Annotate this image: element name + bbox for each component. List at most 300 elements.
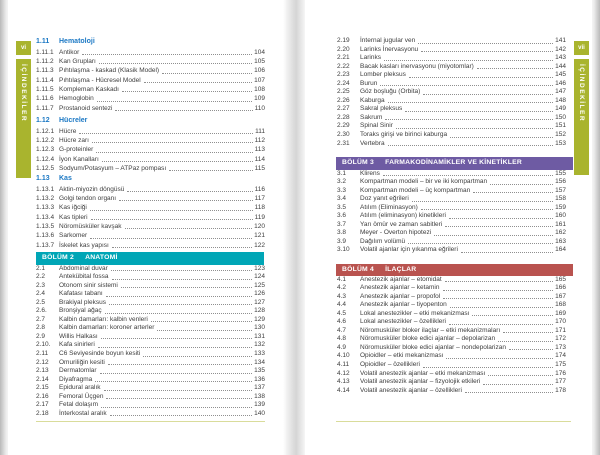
dot-leader <box>472 187 554 196</box>
entry-page-number: 151 <box>555 122 566 130</box>
entry-number: 2.30 <box>337 131 350 139</box>
dot-leader <box>476 63 554 72</box>
entry-number: 1.11.1 <box>36 48 54 56</box>
toc-entry <box>337 204 566 213</box>
entry-page-number: 115 <box>254 165 265 173</box>
entry-title: Klirens <box>360 169 380 177</box>
entry-number: 4.10 <box>337 352 350 360</box>
entry-title: İyon Kanalları <box>59 155 99 163</box>
entry-title: Femoral Üçgen <box>59 392 104 400</box>
entry-title: Lokal anestezikler – etki mekanizması <box>360 309 470 317</box>
dot-leader <box>411 195 554 204</box>
toc-entry <box>36 66 265 75</box>
dot-leader <box>471 310 554 319</box>
toc-entry <box>36 384 265 393</box>
section-id: 1.13 <box>36 175 50 182</box>
entry-page-number: 142 <box>555 45 566 53</box>
entry-page-number: 165 <box>555 275 566 283</box>
entry-title: Otonom sinir sistemi <box>59 281 118 289</box>
entry-title: Nöromusküler bloke edici ajanlar – depolarizan <box>360 335 496 343</box>
dot-leader <box>150 316 253 325</box>
entry-page-number: 157 <box>555 186 566 194</box>
dot-leader <box>156 324 253 333</box>
entry-page-number: 121 <box>254 232 265 240</box>
dot-leader <box>442 293 554 302</box>
dot-leader <box>110 265 253 274</box>
entry-title: Atılım (eliminasyon) kinetikleri <box>360 212 446 220</box>
toc-entry <box>337 327 566 336</box>
dot-leader <box>95 145 253 154</box>
toc-entry <box>337 54 566 63</box>
entry-number: 3.5 <box>337 203 347 211</box>
entry-page-number: 164 <box>555 246 566 254</box>
toc-entry <box>36 316 265 325</box>
dot-leader <box>433 229 554 238</box>
dot-leader <box>103 384 254 393</box>
entry-number: 1.13.4 <box>36 213 55 221</box>
entry-number: 1.13.6 <box>36 232 55 240</box>
dot-leader <box>99 367 254 376</box>
dot-leader <box>104 307 254 316</box>
entry-page-number: 159 <box>555 203 566 211</box>
entry-number: 2.17 <box>36 401 49 409</box>
toc-entry-list <box>337 37 566 148</box>
toc-entry <box>337 221 566 230</box>
entry-number: 2.14 <box>36 375 49 383</box>
dot-leader <box>482 378 554 387</box>
entry-number: 2.20 <box>337 45 350 53</box>
entry-page-number: 143 <box>555 54 566 62</box>
toc-entry <box>36 136 265 145</box>
entry-page-number: 119 <box>254 213 265 221</box>
dot-leader <box>120 282 253 291</box>
toc-entry-list <box>36 127 265 174</box>
entry-number: 4.7 <box>337 326 347 334</box>
dot-leader <box>487 370 554 379</box>
entry-number: 2.25 <box>337 88 350 96</box>
entry-title: Sakrum <box>360 113 383 121</box>
toc-section-header <box>36 37 265 48</box>
entry-number: 3.9 <box>337 237 347 245</box>
dot-leader <box>108 299 253 308</box>
entry-title: İnterkostal aralık <box>59 409 107 417</box>
page-separator-line <box>336 421 571 422</box>
entry-page-number: 162 <box>555 229 566 237</box>
toc-entry <box>337 212 566 221</box>
dot-leader <box>448 318 554 327</box>
entry-number: 2.28 <box>337 113 350 121</box>
dot-leader <box>114 104 253 113</box>
entry-title: Prostanoid sentezi <box>59 104 113 112</box>
entry-title: Hücre zarı <box>59 136 89 144</box>
dot-leader <box>464 387 554 396</box>
entry-number: 2.7 <box>36 315 46 323</box>
section-title: Kas <box>59 175 72 182</box>
toc-entry <box>337 370 566 379</box>
entry-title: Kompartman modeli – bir ve iki kompartman <box>360 178 488 186</box>
toc-entry <box>36 393 265 402</box>
entry-title: Burun <box>360 79 378 87</box>
section-hematoloji <box>36 37 265 113</box>
entry-number: 3.8 <box>337 229 347 237</box>
entry-title: Volatil anestezik ajanlar – fizyolojik etkileri <box>360 378 481 386</box>
entry-number: 2.21 <box>337 54 350 62</box>
entry-title: Volatil anestezik ajanlar – etki mekanizması <box>360 369 486 377</box>
dot-leader <box>489 178 554 187</box>
entry-number: 2.26 <box>337 96 350 104</box>
toc-entry <box>337 276 566 285</box>
page-number-tab: vii <box>574 41 589 55</box>
entry-number: 1.12.3 <box>36 146 55 154</box>
entry-title: Abdominal duvar <box>59 264 108 272</box>
dot-leader <box>508 344 554 353</box>
toc-entry <box>337 122 566 131</box>
section-title: Hücreler <box>59 117 88 124</box>
toc-entry <box>36 265 265 274</box>
chapter-title: ANATOMİ <box>85 254 118 261</box>
toc-entry <box>36 282 265 291</box>
toc-entry <box>36 185 265 194</box>
entry-number: 4.3 <box>337 292 347 300</box>
dot-leader <box>422 361 554 370</box>
toc-entry <box>337 238 566 247</box>
dot-leader <box>94 376 253 385</box>
entry-page-number: 108 <box>254 86 265 94</box>
dot-leader <box>168 164 253 173</box>
entry-page-number: 111 <box>255 127 265 135</box>
dot-leader <box>444 276 554 285</box>
dot-leader <box>97 341 253 350</box>
entry-page-number: 167 <box>555 292 566 300</box>
entry-number: 1.11.2 <box>36 57 54 65</box>
toc-entry <box>36 410 265 419</box>
entry-number: 1.11.5 <box>36 86 54 94</box>
entry-number: 3.1 <box>337 169 347 177</box>
entry-number: 4.4 <box>337 301 347 309</box>
entry-number: 4.2 <box>337 284 347 292</box>
contents-sidebar-tab <box>16 59 31 178</box>
entry-page-number: 105 <box>254 57 265 65</box>
dot-leader <box>422 88 554 97</box>
entry-number: 2.6. <box>36 307 47 315</box>
entry-number: 2.3 <box>36 281 46 289</box>
chapter-id: BÖLÜM 3 <box>342 159 374 166</box>
dot-leader <box>143 76 254 85</box>
entry-number: 3.7 <box>337 220 347 228</box>
entry-title: Spinal Sinir <box>360 122 393 130</box>
toc-entry <box>36 324 265 333</box>
entry-title: Bronşiyal ağaç <box>59 307 102 315</box>
entry-title: Hücre <box>59 127 77 135</box>
page-separator-line <box>36 421 265 422</box>
entry-page-number: 175 <box>555 360 566 368</box>
entry-title: Antikor <box>59 48 80 56</box>
entry-number: 1.12.2 <box>36 136 55 144</box>
entry-page-number: 177 <box>555 378 566 386</box>
entry-page-number: 145 <box>555 71 566 79</box>
entry-page-number: 149 <box>555 105 566 113</box>
dot-leader <box>109 410 253 419</box>
dot-leader <box>383 54 554 63</box>
entry-page-number: 132 <box>254 341 265 349</box>
entry-number: 3.3 <box>337 186 347 194</box>
entry-title: Yarı ömür ve zaman sabitleri <box>360 220 443 228</box>
entry-title: Dermatomlar <box>59 367 97 375</box>
entry-title: İnternal jugular ven <box>360 37 416 44</box>
entry-page-number: 138 <box>254 392 265 400</box>
entry-number: 1.13.7 <box>36 241 55 249</box>
entry-page-number: 120 <box>254 223 265 231</box>
dot-leader <box>142 350 253 359</box>
entry-number: 1.12.1 <box>36 127 55 135</box>
entry-title: Kas iğciği <box>59 204 87 212</box>
entry-number: 1.12.4 <box>36 155 55 163</box>
toc-entry <box>337 246 566 255</box>
dot-leader <box>407 238 554 247</box>
entry-page-number: 171 <box>555 326 566 334</box>
toc-entry <box>337 195 566 204</box>
entry-page-number: 155 <box>555 169 566 177</box>
entry-title: Kompartman modeli – üç kompartman <box>360 186 471 194</box>
entry-number: 3.4 <box>337 195 347 203</box>
entry-page-number: 136 <box>254 375 265 383</box>
toc-entry <box>36 231 265 240</box>
entry-page-number: 110 <box>254 104 265 112</box>
toc-entry <box>337 387 566 396</box>
chapter-id: BÖLÜM 2 <box>42 254 74 261</box>
entry-number: 1.11.4 <box>36 76 54 84</box>
toc-entry <box>337 170 566 179</box>
dot-leader <box>497 335 554 344</box>
entry-number: 1.11.7 <box>36 104 54 112</box>
dot-leader <box>100 333 253 342</box>
entry-page-number: 160 <box>555 212 566 220</box>
entry-page-number: 146 <box>555 79 566 87</box>
toc-entry <box>337 105 566 114</box>
dot-leader <box>161 66 253 75</box>
entry-page-number: 124 <box>254 273 265 281</box>
entry-number: 3.10 <box>337 246 350 254</box>
entry-page-number: 163 <box>555 237 566 245</box>
dot-leader <box>404 105 554 114</box>
entry-number: 3.6 <box>337 212 347 220</box>
entry-page-number: 166 <box>555 284 566 292</box>
entry-page-number: 122 <box>254 241 265 249</box>
toc-section-header <box>36 116 265 127</box>
toc-entry <box>36 48 265 57</box>
entry-page-number: 173 <box>555 343 566 351</box>
section-id: 1.11 <box>36 38 50 45</box>
entry-page-number: 107 <box>254 76 265 84</box>
entry-title: Fetal dolaşım <box>59 401 99 409</box>
entry-title: Hemoglobin <box>59 95 94 103</box>
toc-entry <box>36 350 265 359</box>
entry-number: 1.11.6 <box>36 95 54 103</box>
section-kas <box>36 174 265 250</box>
dot-leader <box>90 213 254 222</box>
entry-number: 2.4 <box>36 290 46 298</box>
entry-title: Opioidler – etki mekanizması <box>360 352 444 360</box>
chapter-header-ilaclar <box>336 264 573 277</box>
toc-entry <box>36 241 265 250</box>
entry-title: Epidural aralık <box>59 384 101 392</box>
toc-entry <box>36 194 265 203</box>
entry-title: Nöromüsküler kavşak <box>59 223 122 231</box>
dot-leader <box>417 37 554 46</box>
toc-entry-list <box>36 185 265 251</box>
toc-entry <box>337 335 566 344</box>
entry-title: C6 Seviyesinde boyun kesiti <box>59 349 141 357</box>
toc-entry <box>337 71 566 80</box>
entry-title: Kas tipleri <box>59 213 88 221</box>
entry-page-number: 131 <box>254 332 265 340</box>
entry-number: 2.31 <box>337 139 350 147</box>
entry-page-number: 152 <box>555 131 566 139</box>
entry-page-number: 156 <box>555 178 566 186</box>
entry-number: 2.18 <box>36 409 49 417</box>
entry-page-number: 130 <box>254 324 265 332</box>
entry-page-number: 147 <box>555 88 566 96</box>
dot-leader <box>96 94 253 103</box>
toc-entry <box>337 352 566 361</box>
entry-title: Sakral pleksus <box>360 105 403 113</box>
toc-entry <box>337 187 566 196</box>
toc-entry <box>337 140 566 149</box>
entry-page-number: 174 <box>555 352 566 360</box>
toc-section-header <box>36 174 265 185</box>
entry-title: Kalbin damarları: koroner arterler <box>59 324 155 332</box>
chapter-header-anatomi <box>36 252 264 265</box>
entry-title: Kaburga <box>360 96 385 104</box>
entry-title: İskelet kas yapısı <box>59 241 109 249</box>
entry-title: Anestezik ajanlar – propofol <box>360 292 441 300</box>
toc-entry <box>337 63 566 72</box>
entry-page-number: 168 <box>555 301 566 309</box>
entry-page-number: 129 <box>254 315 265 323</box>
toc-entry-list <box>337 170 566 255</box>
toc-entry <box>337 178 566 187</box>
toc-entry <box>337 284 566 293</box>
entry-number: 2.22 <box>337 62 350 70</box>
entry-page-number: 178 <box>555 386 566 394</box>
section-title: Hematoloji <box>59 38 95 45</box>
toc-entry <box>36 155 265 164</box>
toc-entry <box>36 85 265 94</box>
gutter-shadow <box>283 0 307 455</box>
entry-title: Diyafragma <box>59 375 93 383</box>
entry-title: Volatil ajanlar için yıkanma eğrileri <box>360 246 458 254</box>
dot-leader <box>81 48 253 57</box>
entry-number: 4.11 <box>337 360 350 368</box>
entry-page-number: 161 <box>555 220 566 228</box>
entry-page-number: 137 <box>254 384 265 392</box>
toc-entry <box>337 301 566 310</box>
entry-title: Larinks <box>360 54 381 62</box>
toc-entry <box>337 114 566 123</box>
entry-title: Opioidler – özellikleri <box>360 360 420 368</box>
dot-leader <box>387 140 555 149</box>
entry-title: Lomber pleksus <box>360 71 406 79</box>
toc-entry <box>36 57 265 66</box>
dot-leader <box>111 273 254 282</box>
entry-title: Meyer - Overton hipotezi <box>360 229 432 237</box>
dot-leader <box>105 290 253 299</box>
toc-entry <box>36 127 265 136</box>
toc-entry <box>36 290 265 299</box>
entry-title: Antekübital fossa <box>59 273 109 281</box>
entry-title: Pıhtılaşma - kaskad (Klasik Model) <box>59 67 160 75</box>
entry-title: Larinks İnervasyonu <box>360 45 419 53</box>
entry-number: 2.23 <box>337 71 350 79</box>
entry-page-number: 170 <box>555 318 566 326</box>
entry-title: Nöromusküler bloker ilaçlar – etki mekanizmaları <box>360 326 501 334</box>
entry-page-number: 128 <box>254 307 265 315</box>
toc-entry <box>337 318 566 327</box>
toc-entry <box>337 344 566 353</box>
entry-page-number: 150 <box>555 113 566 121</box>
dot-leader <box>89 203 254 212</box>
dot-leader <box>448 212 554 221</box>
toc-entry <box>36 376 265 385</box>
entry-page-number: 144 <box>555 62 566 70</box>
toc-entry <box>36 307 265 316</box>
entry-page-number: 172 <box>555 335 566 343</box>
dot-leader <box>118 194 254 203</box>
dot-leader <box>460 246 554 255</box>
entry-number: 2.15 <box>36 384 49 392</box>
entry-page-number: 153 <box>555 139 566 147</box>
toc-entry <box>36 203 265 212</box>
toc-entry <box>36 104 265 113</box>
dot-leader <box>408 71 554 80</box>
entry-title: Pıhtılaşma - Hücresel Model <box>59 76 141 84</box>
toc-entry <box>36 341 265 350</box>
entry-page-number: 134 <box>254 358 265 366</box>
dot-leader <box>105 393 253 402</box>
entry-number: 1.13.1 <box>36 185 55 193</box>
toc-entry <box>337 80 566 89</box>
entry-title: Nöromusküler bloke edici ajanlar – nondepolarizan <box>360 343 506 351</box>
dot-leader <box>126 185 253 194</box>
dot-leader <box>449 301 554 310</box>
toc-entry <box>337 293 566 302</box>
entry-page-number: 113 <box>254 146 265 154</box>
entry-number: 2.13 <box>36 367 49 375</box>
entry-number: 2.5 <box>36 298 46 306</box>
dot-leader <box>101 155 254 164</box>
toc-entry-list <box>36 265 265 419</box>
entry-title: Atılım (Eliminasyon) <box>360 203 418 211</box>
toc-entry <box>337 229 566 238</box>
toc-entry-list <box>36 48 265 114</box>
right-page <box>305 0 592 455</box>
toc-entry <box>36 145 265 154</box>
toc-entry <box>36 76 265 85</box>
entry-title: Kafa sinirleri <box>59 341 95 349</box>
dot-leader <box>387 97 555 106</box>
entry-number: 2.2 <box>36 273 46 281</box>
entry-number: 2.10. <box>36 341 51 349</box>
toc-entry <box>36 359 265 368</box>
dot-leader <box>78 127 254 136</box>
entry-page-number: 148 <box>555 96 566 104</box>
toc-entry <box>36 213 265 222</box>
entry-number: 2.12 <box>36 358 49 366</box>
entry-number: 4.13 <box>337 378 350 386</box>
page-number-tab: vi <box>16 41 31 55</box>
entry-number: 4.8 <box>337 335 347 343</box>
entry-page-number: 158 <box>555 195 566 203</box>
